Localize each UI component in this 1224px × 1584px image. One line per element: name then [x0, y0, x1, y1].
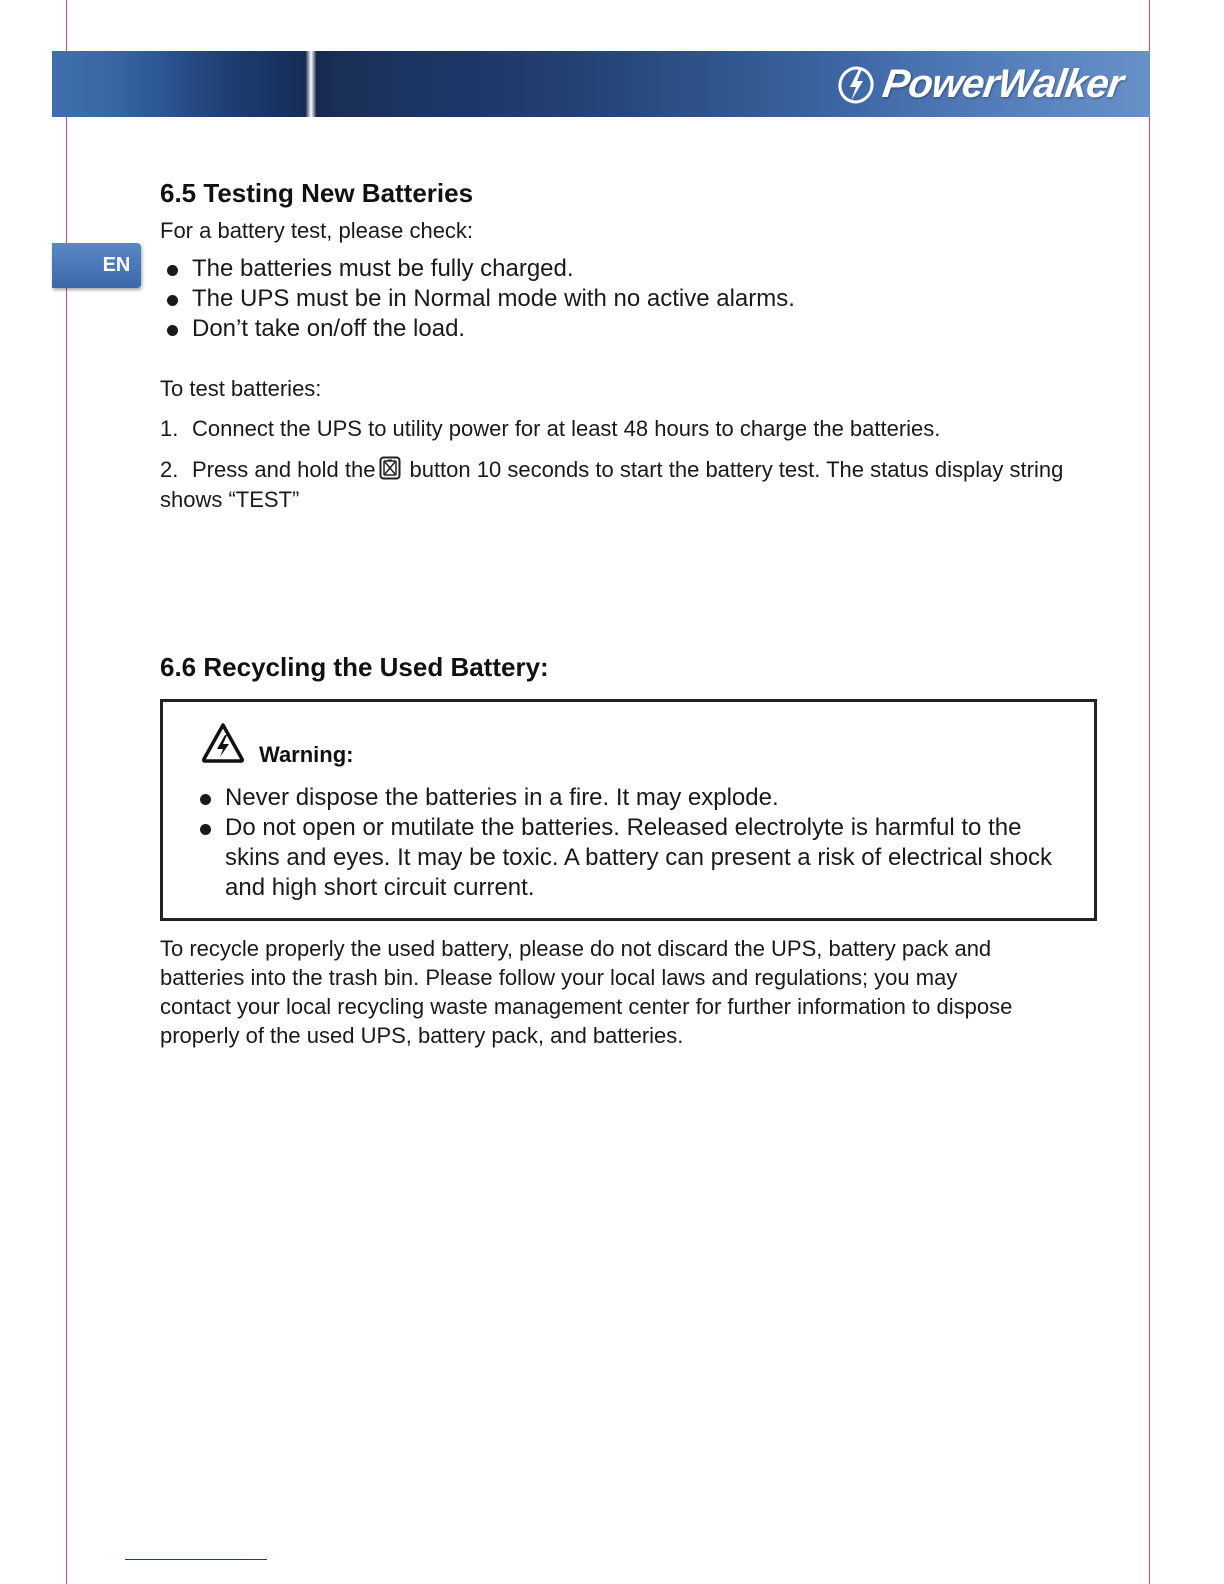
steps-intro: To test batteries:: [160, 376, 322, 401]
step-text-after: button 10 seconds to start the battery test. The status display string shows “TEST”: [160, 457, 1064, 512]
brand-logo: [835, 61, 1126, 107]
list-item: Never dispose the batteries in a fire. It may explode.: [193, 783, 1073, 813]
right-margin-line: [1149, 0, 1150, 1584]
language-tab[interactable]: EN: [52, 243, 141, 288]
list-item: Don’t take on/off the load.: [160, 314, 795, 344]
step-text-before: Press and hold the: [192, 457, 376, 482]
powerwalker-emblem-icon: [835, 63, 877, 105]
step-text: Connect the UPS to utility power for at least 48 hours to charge the batteries.: [192, 416, 941, 441]
warning-box: [160, 699, 1097, 921]
high-voltage-warning-icon: [201, 722, 245, 764]
list-item: The batteries must be fully charged.: [160, 254, 795, 284]
section-title-testing: 6.5 Testing New Batteries: [160, 178, 474, 208]
list-item: Do not open or mutilate the batteries. Released electrolyte is harmful to the skins and eyes. It may be toxic. A battery can present a risk of electrical shock and high short circuit current.: [193, 813, 1073, 903]
battery-test-checklist: [160, 254, 795, 344]
warning-header: [201, 722, 354, 767]
section-title-recycling: 6.6 Recycling the Used Battery:: [160, 652, 549, 682]
left-margin-line: [66, 0, 67, 1584]
step-number: 1.: [160, 416, 179, 441]
step-2: [160, 455, 1100, 515]
list-item: The UPS must be in Normal mode with no active alarms.: [160, 284, 795, 314]
battery-test-intro: For a battery test, please check:: [160, 218, 474, 243]
warning-list: [193, 783, 1073, 903]
footer-rule: [125, 1559, 267, 1560]
header-light-slit: [305, 51, 316, 117]
battery-test-button-icon: [379, 456, 401, 480]
recycling-instructions: To recycle properly the used battery, please do not discard the UPS, battery pack and batteries into the trash bin. Please follow your local laws and regulations; you may contact your local recycling waste management center for further information to dispose properly of the used UPS, battery pack, and batteries.: [160, 936, 1013, 1048]
warning-title: Warning:: [259, 742, 354, 767]
brand-name: PowerWalker: [879, 61, 1126, 106]
step-1: [160, 414, 1100, 444]
step-number: 2.: [160, 457, 179, 482]
header-banner: [52, 51, 1150, 117]
